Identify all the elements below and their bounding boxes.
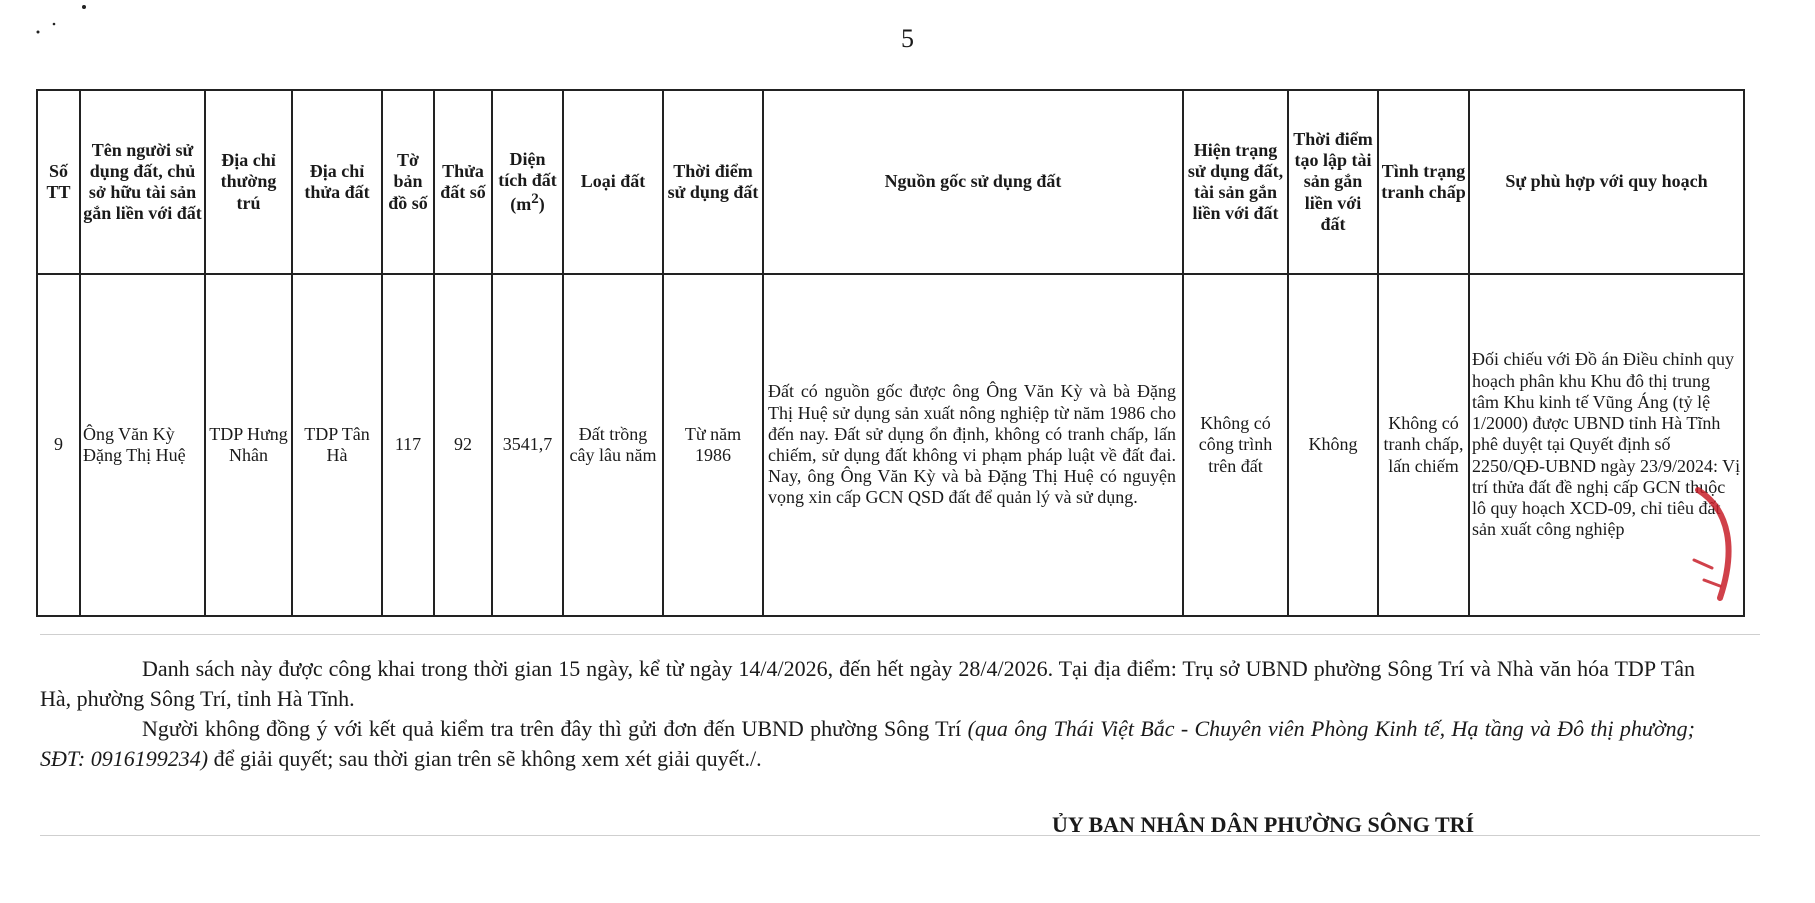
header-permanent-address: Địa chỉ thường trú	[205, 90, 292, 274]
header-area-label: Diện tích đất	[498, 148, 557, 190]
header-parcel-number: Thửa đất số	[434, 90, 492, 274]
cell-origin: Đất có nguồn gốc được ông Ông Văn Kỳ và bà Đặng Thị Huệ sử dụng sản xuất nông nghiệp từ năm 1986 cho đến nay. Đất sử dụng ổn định, không có tranh chấp, lấn chiếm, sử dụng đất không vi phạm pháp luật về đất đai. Nay, ông Ông Văn Kỳ và bà Đặng Thị Huệ có nguyện vọng xin cấp GCN QSD đất để quản lý và sử dụng.	[763, 274, 1183, 616]
notice-paragraph-2-end: để giải quyết; sau thời gian trên sẽ không xem xét giải quyết./.	[208, 746, 762, 771]
table-row	[37, 274, 1744, 616]
header-map-sheet: Tờ bản đồ số	[382, 90, 434, 274]
header-parcel-address: Địa chỉ thửa đất	[292, 90, 382, 274]
notice-paragraph-2	[40, 714, 1695, 774]
header-use-since: Thời điểm sử dụng đất	[663, 90, 763, 274]
header-origin: Nguồn gốc sử dụng đất	[763, 90, 1183, 274]
header-land-type: Loại đất	[563, 90, 663, 274]
cell-land-type: Đất trồng cây lâu năm	[563, 274, 663, 616]
header-planning: Sự phù hợp với quy hoạch	[1469, 90, 1744, 274]
header-dispute-status: Tình trạng tranh chấp	[1378, 90, 1469, 274]
cell-current-status: Không có công trình trên đất	[1183, 274, 1288, 616]
cell-permanent-address: TDP Hưng Nhân	[205, 274, 292, 616]
notice-paragraph-1: Danh sách này được công khai trong thời gian 15 ngày, kể từ ngày 14/4/2026, đến hết ngày 28/4/2026. Tại địa điểm: Trụ sở UBND phường Sông Trí và Nhà văn hóa TDP Tân Hà, phường Sông Trí, tỉnh Hà Tĩnh.	[40, 656, 1695, 711]
scan-line	[40, 634, 1760, 635]
cell-stt: 9	[37, 274, 80, 616]
header-area-unit: (m	[510, 194, 532, 215]
cell-use-since: Từ năm 1986	[663, 274, 763, 616]
header-area-unit-close: )	[538, 194, 545, 215]
cell-map-sheet: 117	[382, 274, 434, 616]
cell-area: 3541,7	[492, 274, 563, 616]
cell-parcel-address: TDP Tân Hà	[292, 274, 382, 616]
table-header-row	[37, 90, 1744, 274]
cell-dispute-status: Không có tranh chấp, lấn chiếm	[1378, 274, 1469, 616]
signature-authority: ỦY BAN NHÂN DÂN PHƯỜNG SÔNG TRÍ	[1052, 812, 1475, 837]
scan-line	[40, 835, 1760, 836]
header-area	[492, 90, 563, 274]
cell-parcel-number: 92	[434, 274, 492, 616]
records-table-wrapper	[36, 89, 1745, 617]
land-records-table	[36, 89, 1745, 617]
cell-owners: Ông Văn Kỳ Đặng Thị Huệ	[80, 274, 205, 616]
cell-asset-created: Không	[1288, 274, 1378, 616]
red-stamp-mark	[1690, 470, 1740, 610]
notice-paragraph-2-start: Người không đồng ý với kết quả kiểm tra trên đây thì gửi đơn đến UBND phường Sông Trí	[142, 716, 968, 741]
header-owner: Tên người sử dụng đất, chủ sở hữu tài sản gắn liền với đất	[80, 90, 205, 274]
notice-paragraph-2-contact: (qua ông Thái Việt Bắc - Chuyên viên Phòng Kinh tế, Hạ tầng và Đô thị phường; SĐT: 0916199234)	[40, 716, 1695, 771]
header-asset-created: Thời điểm tạo lập tài sản gắn liền với đất	[1288, 90, 1378, 274]
header-current-status: Hiện trạng sử dụng đất, tài sản gắn liền với đất	[1183, 90, 1288, 274]
page-number: 5	[901, 24, 914, 53]
cell-planning: Đối chiếu với Đồ án Điều chỉnh quy hoạch phân khu Khu đô thị trung tâm Khu kinh tế Vũng Áng (tỷ lệ 1/2000) được UBND tỉnh Hà Tĩnh phê duyệt tại Quyết định số 2250/QĐ-UBND ngày 23/9/2024: Vị trí thửa đất đề nghị cấp GCN thuộc lô quy hoạch XCD-09, chỉ tiêu đất sản xuất công nghiệp	[1469, 274, 1744, 616]
header-area-unit-sup: 2	[531, 191, 539, 208]
header-stt: Số TT	[37, 90, 80, 274]
